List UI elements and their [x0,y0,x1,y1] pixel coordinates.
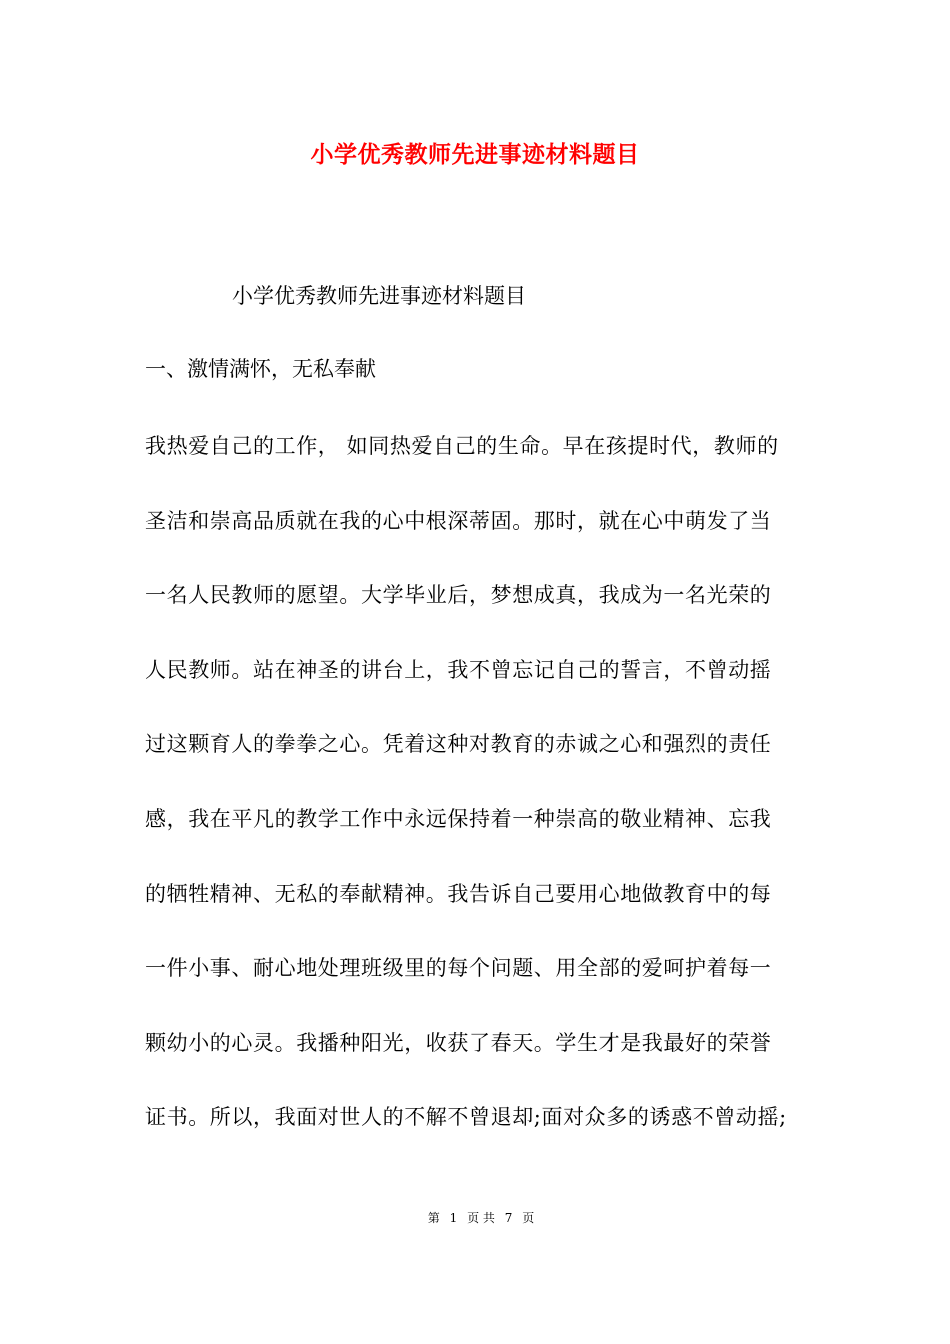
body-line: 人民教师。站在神圣的讲台上，我不曾忘记自己的誓言，不曾动摇 [145,658,772,682]
page-total: 7 [504,1211,513,1225]
page-label-suffix: 页 [522,1211,535,1225]
document-subtitle: 小学优秀教师先进事迹材料题目 [232,284,526,308]
body-line: 一名人民教师的愿望。大学毕业后，梦想成真，我成为一名光荣的 [145,583,772,607]
body-line: 证书。所以，我面对世人的不解不曾退却;面对众多的诱惑不曾动摇; [145,1105,787,1129]
page-label-prefix: 第 [427,1211,440,1225]
body-line: 颗幼小的心灵。我播种阳光，收获了春天。学生才是我最好的荣誉 [145,1031,772,1055]
document-title: 小学优秀教师先进事迹材料题目 [310,141,640,168]
body-line: 的牺牲精神、无私的奉献精神。我告诉自己要用心地做教育中的每 [145,882,772,906]
body-line: 一件小事、耐心地处理班级里的每个问题、用全部的爱呵护着每一 [145,956,772,980]
page-label-mid: 页 共 [467,1211,495,1225]
page-current: 1 [449,1211,458,1225]
body-line: 感，我在平凡的教学工作中永远保持着一种崇高的敬业精神、忘我 [145,807,772,831]
body-line: 过这颗育人的拳拳之心。凭着这种对教育的赤诚之心和强烈的责任 [145,732,772,756]
body-line: 我热爱自己的工作， 如同热爱自己的生命。早在孩提时代，教师的 [145,434,779,458]
section-heading: 一、激情满怀，无私奉献 [145,357,376,381]
body-line: 圣洁和崇高品质就在我的心中根深蒂固。那时，就在心中萌发了当 [145,509,772,533]
page-number-footer [0,1209,950,1226]
